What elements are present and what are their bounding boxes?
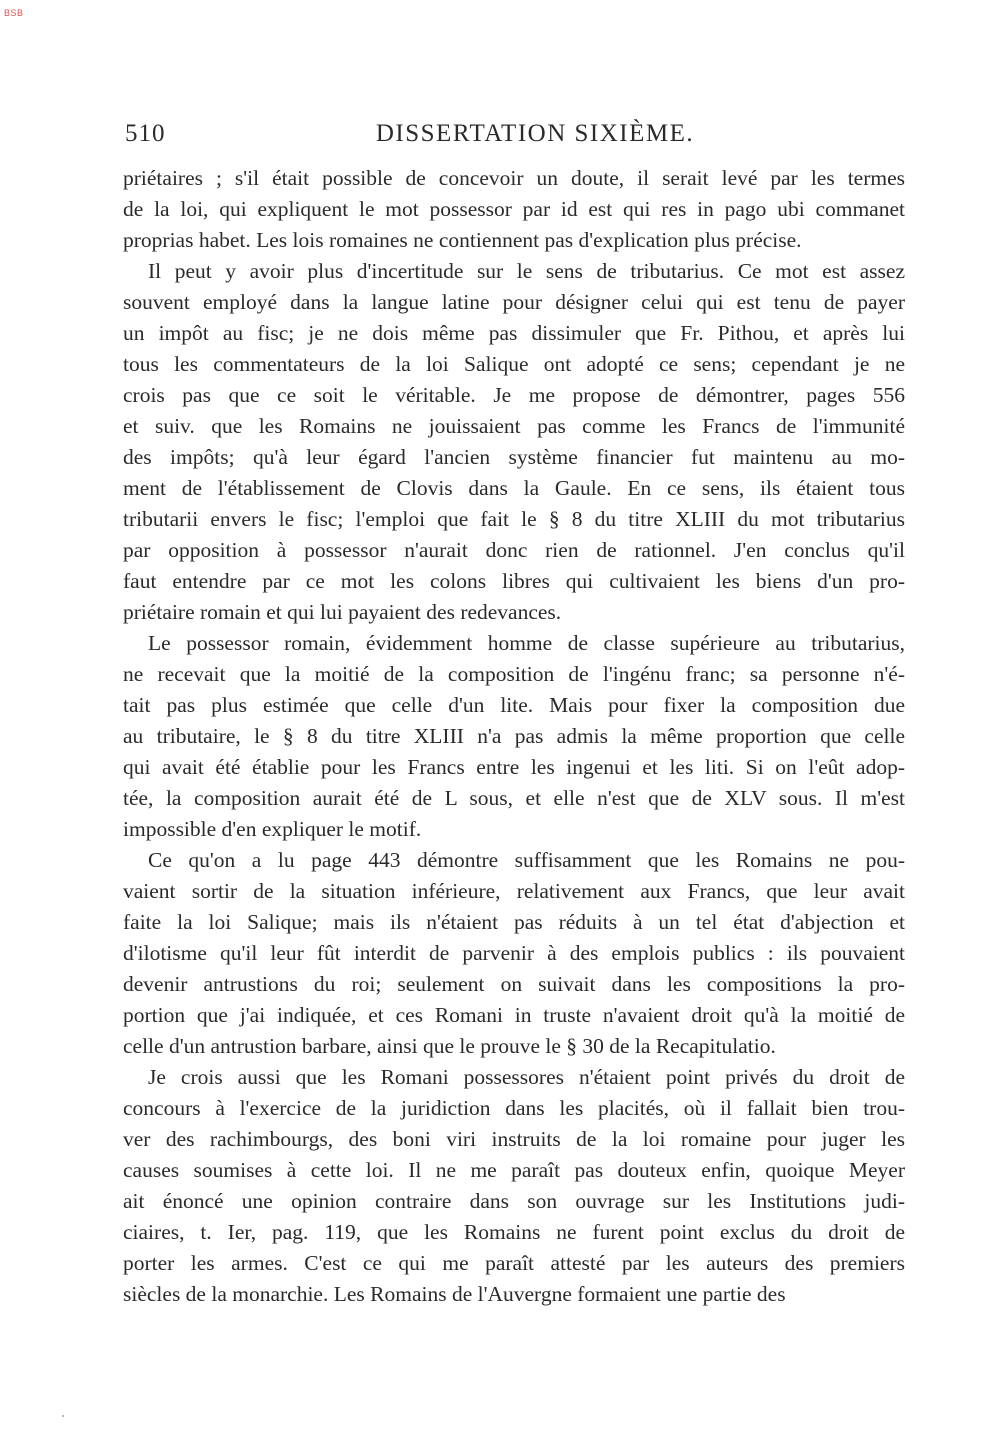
text-line: impossible d'en expliquer le motif. (123, 817, 422, 841)
text-line: des impôts; qu'à leur égard l'ancien système financier fut maintenu au mo- (123, 445, 905, 469)
text-line: faut entendre par ce mot les colons libres qui cultivaient les biens d'un pro- (123, 569, 905, 593)
text-line: crois pas que ce soit le véritable. Je me propose de démontrer, pages 556 (123, 383, 905, 407)
text-line: ne recevait que la moitié de la composition de l'ingénu franc; sa personne n'é- (123, 662, 905, 686)
text-line: Il peut y avoir plus d'incertitude sur le sens de tributarius. Ce mot est assez (148, 259, 905, 283)
text-line: ver des rachimbourgs, des boni viri instruits de la loi romaine pour juger les (123, 1127, 905, 1151)
text-line: vaient sortir de la situation inférieure, relativement aux Francs, que leur avait (123, 879, 905, 903)
text-line: proprias habet. Les lois romaines ne contiennent pas d'explication plus précise. (123, 228, 802, 252)
paragraph (123, 845, 905, 1062)
text-line: au tributaire, le § 8 du titre XLIII n'a pas admis la même proportion que celle (123, 724, 905, 748)
text-line: par opposition à possessor n'aurait donc rien de rationnel. J'en conclus qu'il (123, 538, 905, 562)
library-stamp: BSB (4, 8, 24, 18)
text-line: siècles de la monarchie. Les Romains de l'Auvergne formaient une partie des (123, 1282, 786, 1306)
text-line: un impôt au fisc; je ne dois même pas dissimuler que Fr. Pithou, et après lui (123, 321, 905, 345)
text-line: concours à l'exercice de la juridiction dans les placités, où il fallait bien trou- (123, 1096, 905, 1120)
text-line: d'ilotisme qu'il leur fût interdit de parvenir à des emplois publics : ils pouvaient (123, 941, 905, 965)
text-line: devenir antrustions du roi; seulement on suivait dans les compositions la pro- (123, 972, 905, 996)
paragraph (123, 256, 905, 628)
text-line: de la loi, qui expliquent le mot possessor par id est qui res in pago ubi commanet (123, 197, 905, 221)
text-line: porter les armes. C'est ce qui me paraît attesté par les auteurs des premiers (123, 1251, 905, 1275)
paragraph (123, 628, 905, 845)
text-line: faite la loi Salique; mais ils n'étaient pas réduits à un tel état d'abjection et (123, 910, 905, 934)
text-line: ait énoncé une opinion contraire dans son ouvrage sur les Institutions judi- (123, 1189, 905, 1213)
text-line: et suiv. que les Romains ne jouissaient pas comme les Francs de l'immunité (123, 414, 905, 438)
text-line: tous les commentateurs de la loi Salique ont adopté ce sens; cependant je ne (123, 352, 905, 376)
text-line: Ce qu'on a lu page 443 démontre suffisamment que les Romains ne pou- (148, 848, 905, 872)
paragraph (123, 163, 905, 256)
running-head (125, 120, 905, 156)
text-line: Le possessor romain, évidemment homme de classe supérieure au tributarius, (148, 631, 905, 655)
body-text (123, 163, 905, 1310)
text-line: ciaires, t. Ier, pag. 119, que les Romains ne furent point exclus du droit de (123, 1220, 905, 1244)
text-line: qui avait été établie pour les Francs entre les ingenui et les liti. Si on l'eût adop- (123, 755, 905, 779)
text-line: tée, la composition aurait été de L sous, et elle n'est que de XLV sous. Il m'est (123, 786, 905, 810)
text-line: Je crois aussi que les Romani possessores n'étaient point privés du droit de (148, 1065, 905, 1089)
text-line: tributarii envers le fisc; l'emploi que fait le § 8 du titre XLIII du mot tributarius (123, 507, 905, 531)
text-line: causes soumises à cette loi. Il ne me paraît pas douteux enfin, quoique Meyer (123, 1158, 905, 1182)
page-number: 510 (125, 120, 166, 147)
scan-mark (62, 1415, 64, 1417)
text-line: ment de l'établissement de Clovis dans la Gaule. En ce sens, ils étaient tous (123, 476, 905, 500)
text-line: tait pas plus estimée que celle d'un lite. Mais pour fixer la composition due (123, 693, 905, 717)
paragraph (123, 1062, 905, 1310)
text-line: portion que j'ai indiquée, et ces Romani in truste n'avaient droit qu'à la moitié de (123, 1003, 905, 1027)
text-line: priétaires ; s'il était possible de concevoir un doute, il serait levé par les termes (123, 166, 905, 190)
page-title: DISSERTATION SIXIÈME. (375, 120, 695, 147)
text-line: souvent employé dans la langue latine pour désigner celui qui est tenu de payer (123, 290, 905, 314)
text-line: priétaire romain et qui lui payaient des redevances. (123, 600, 562, 624)
text-line: celle d'un antrustion barbare, ainsi que le prouve le § 30 de la Recapitulatio. (123, 1034, 776, 1058)
